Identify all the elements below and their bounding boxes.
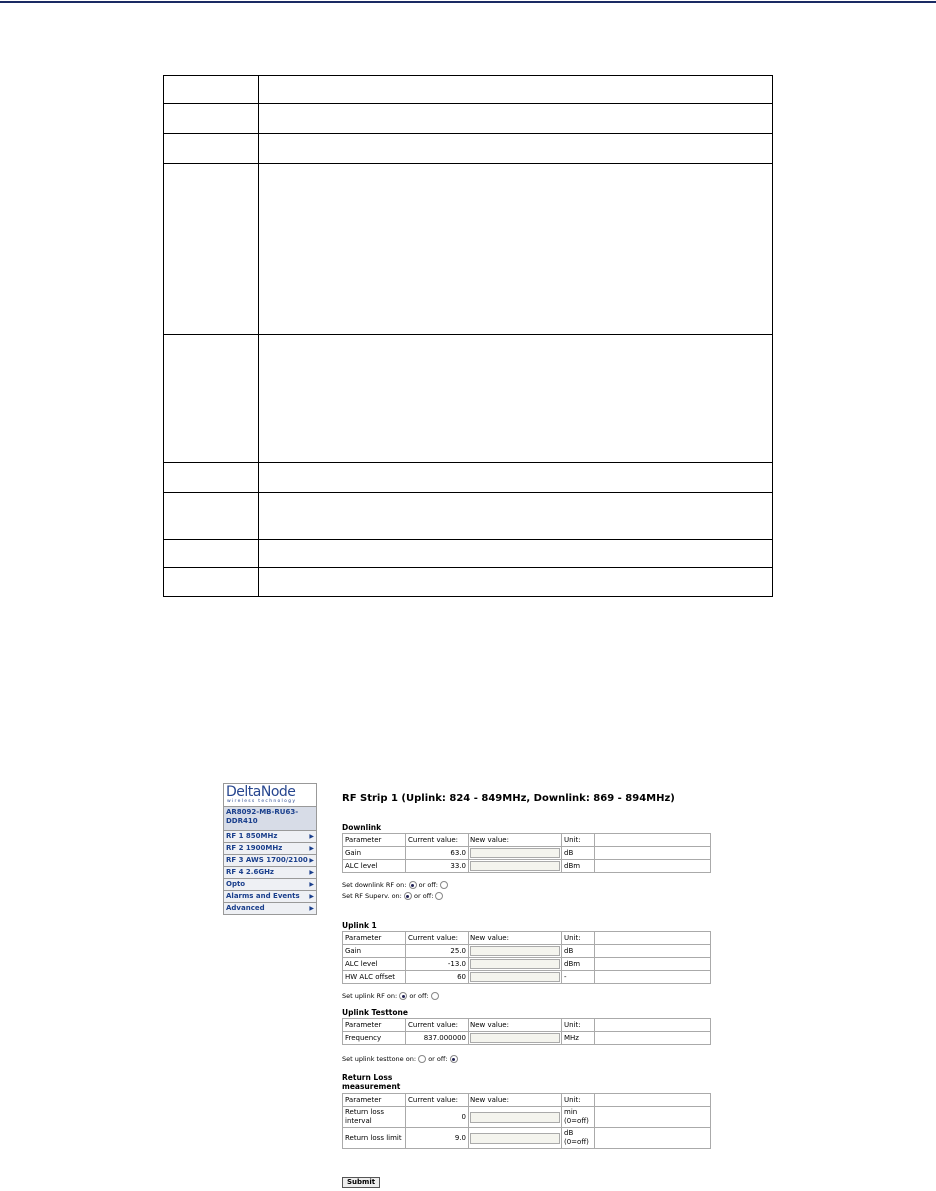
sidebar-item-alarms[interactable] (224, 891, 316, 903)
downlink-table (342, 833, 711, 873)
header-unit: Unit: (562, 932, 595, 945)
uplink-section (342, 921, 712, 984)
param-name: HW ALC offset (343, 971, 406, 984)
header-current: Current value: (406, 834, 469, 847)
radio-label: Set RF Superv. on: (342, 892, 402, 900)
chevron-right-icon: ▶ (309, 857, 314, 864)
param-name: Frequency (343, 1032, 406, 1045)
page-title: RF Strip 1 (Uplink: 824 - 849MHz, Downlink: 869 - 894MHz) (342, 793, 675, 804)
section-title: Uplink 1 (342, 921, 377, 930)
radio-label: Set downlink RF on: (342, 881, 407, 889)
header-new: New value: (469, 932, 562, 945)
top-rule (0, 1, 936, 3)
testtone-off-radio[interactable] (450, 1055, 458, 1063)
uplink-rf-off-radio[interactable] (431, 992, 439, 1000)
table-cell (259, 463, 773, 493)
header-new: New value: (469, 1019, 562, 1032)
param-name: Gain (343, 945, 406, 958)
header-current: Current value: (406, 1019, 469, 1032)
table-header (343, 932, 711, 945)
table-cell (259, 335, 773, 463)
param-name: ALC level (343, 958, 406, 971)
downlink-rf-off-radio[interactable] (440, 881, 448, 889)
sidebar-item-opto[interactable] (224, 879, 316, 891)
table-cell (164, 540, 259, 568)
downlink-section (342, 823, 712, 873)
header-current: Current value: (406, 932, 469, 945)
new-value-input[interactable] (470, 861, 560, 871)
header-parameter: Parameter (343, 1019, 406, 1032)
table-header (343, 1094, 711, 1107)
radio-label: Set uplink testtone on: (342, 1055, 417, 1063)
radio-label: or off: (418, 881, 438, 889)
logo-tagline: wireless technology (227, 799, 297, 804)
table-row (164, 568, 773, 597)
param-name: Return loss limit (343, 1128, 406, 1149)
testtone-table (342, 1018, 711, 1045)
table-row (164, 463, 773, 493)
new-value-input[interactable] (470, 946, 560, 956)
return-loss-section (342, 1073, 712, 1149)
table-cell (164, 76, 259, 104)
param-name: ALC level (343, 860, 406, 873)
param-name: Gain (343, 847, 406, 860)
table-row (343, 971, 711, 984)
unit: MHz (562, 1032, 595, 1045)
return-loss-table (342, 1093, 711, 1149)
new-value-input[interactable] (470, 848, 560, 858)
unit: dB (562, 847, 595, 860)
table-row (343, 1107, 711, 1128)
table-cell (164, 568, 259, 597)
section-title: Uplink Testtone (342, 1008, 408, 1017)
sidebar-item-label: RF 3 AWS 1700/2100 (226, 856, 308, 864)
current-value: 25.0 (406, 945, 469, 958)
chevron-right-icon: ▶ (309, 845, 314, 852)
table-row (343, 1032, 711, 1045)
current-value: -13.0 (406, 958, 469, 971)
radio-label: or off: (428, 1055, 448, 1063)
chevron-right-icon: ▶ (309, 905, 314, 912)
header-unit: Unit: (562, 1019, 595, 1032)
table-cell (164, 104, 259, 134)
table-row (343, 847, 711, 860)
unit: min (0=off) (562, 1107, 595, 1128)
new-value-input[interactable] (470, 1133, 560, 1144)
current-value: 9.0 (406, 1128, 469, 1149)
header-current: Current value: (406, 1094, 469, 1107)
submit-button[interactable]: Submit (342, 1177, 380, 1188)
sidebar-item-label: RF 4 2.6GHz (226, 868, 274, 876)
sidebar-menu (223, 807, 317, 915)
sidebar-item-rf2[interactable] (224, 843, 316, 855)
logo-text: DeltaNode (226, 784, 296, 800)
header-new: New value: (469, 1094, 562, 1107)
unit: dBm (562, 860, 595, 873)
radio-label: or off: (414, 892, 434, 900)
header-new: New value: (469, 834, 562, 847)
table-row (343, 945, 711, 958)
sidebar-item-label: Opto (226, 880, 246, 888)
table-header (343, 1019, 711, 1032)
downlink-rf-on-radio[interactable] (409, 881, 417, 889)
new-value-input[interactable] (470, 1112, 560, 1123)
new-value-input[interactable] (470, 1033, 560, 1043)
testtone-on-radio[interactable] (418, 1055, 426, 1063)
table-row (164, 493, 773, 540)
table-cell (259, 134, 773, 164)
chevron-right-icon: ▶ (309, 833, 314, 840)
table-row (343, 958, 711, 971)
table-row (343, 1128, 711, 1149)
sidebar-device-link[interactable]: AR8092-MB-RU63-DDR410 (224, 807, 316, 831)
current-value: 0 (406, 1107, 469, 1128)
sidebar-item-label: RF 1 850MHz (226, 832, 278, 840)
new-value-input[interactable] (470, 972, 560, 982)
downlink-rf-toggle (342, 880, 448, 890)
table-cell (164, 335, 259, 463)
sidebar-item-label: Alarms and Events (226, 892, 300, 900)
table-cell (164, 134, 259, 164)
uplink-rf-on-radio[interactable] (399, 992, 407, 1000)
table-cell (259, 540, 773, 568)
header-parameter: Parameter (343, 834, 406, 847)
sidebar-item-rf3[interactable] (224, 855, 316, 867)
sidebar-item-advanced[interactable] (224, 903, 316, 915)
uplink-table (342, 931, 711, 984)
ui-screenshot (223, 783, 723, 1188)
header-parameter: Parameter (343, 1094, 406, 1107)
deltanode-logo (223, 783, 317, 807)
testtone-toggle (342, 1054, 458, 1064)
sidebar-item-label: RF 2 1900MHz (226, 844, 283, 852)
param-name: Return loss interval (343, 1107, 406, 1128)
sidebar-item-rf4[interactable] (224, 867, 316, 879)
header-unit: Unit: (562, 1094, 595, 1107)
sidebar-item-rf1[interactable] (224, 831, 316, 843)
chevron-right-icon: ▶ (309, 893, 314, 900)
unit: dB (562, 945, 595, 958)
table-cell (259, 104, 773, 134)
table-cell (164, 463, 259, 493)
rf-superv-toggle (342, 891, 443, 901)
empty-table (163, 75, 773, 597)
radio-label: or off: (409, 992, 429, 1000)
table-row (164, 104, 773, 134)
rf-superv-off-radio[interactable] (435, 892, 443, 900)
new-value-input[interactable] (470, 959, 560, 969)
unit: - (562, 971, 595, 984)
chevron-right-icon: ▶ (309, 881, 314, 888)
header-parameter: Parameter (343, 932, 406, 945)
current-value: 837.000000 (406, 1032, 469, 1045)
table-row (164, 164, 773, 335)
current-value: 63.0 (406, 847, 469, 860)
chevron-right-icon: ▶ (309, 869, 314, 876)
section-title: Return Loss measurement (342, 1073, 401, 1091)
table-cell (259, 493, 773, 540)
sidebar (223, 783, 317, 915)
table-cell (164, 164, 259, 335)
table-row (164, 76, 773, 104)
table-header (343, 834, 711, 847)
radio-label: Set uplink RF on: (342, 992, 398, 1000)
unit: dBm (562, 958, 595, 971)
sidebar-item-label: Advanced (226, 904, 265, 912)
table-cell (259, 164, 773, 335)
header-spacer (595, 834, 711, 847)
uplink-rf-toggle (342, 991, 439, 1001)
unit: dB (0=off) (562, 1128, 595, 1149)
table-row (164, 335, 773, 463)
current-value: 60 (406, 971, 469, 984)
testtone-section (342, 1008, 712, 1045)
table-row (343, 860, 711, 873)
current-value: 33.0 (406, 860, 469, 873)
section-title: Downlink (342, 823, 382, 832)
table-cell (259, 76, 773, 104)
table-cell (164, 493, 259, 540)
table-cell (259, 568, 773, 597)
table-row (164, 134, 773, 164)
header-unit: Unit: (562, 834, 595, 847)
rf-superv-on-radio[interactable] (404, 892, 412, 900)
table-row (164, 540, 773, 568)
